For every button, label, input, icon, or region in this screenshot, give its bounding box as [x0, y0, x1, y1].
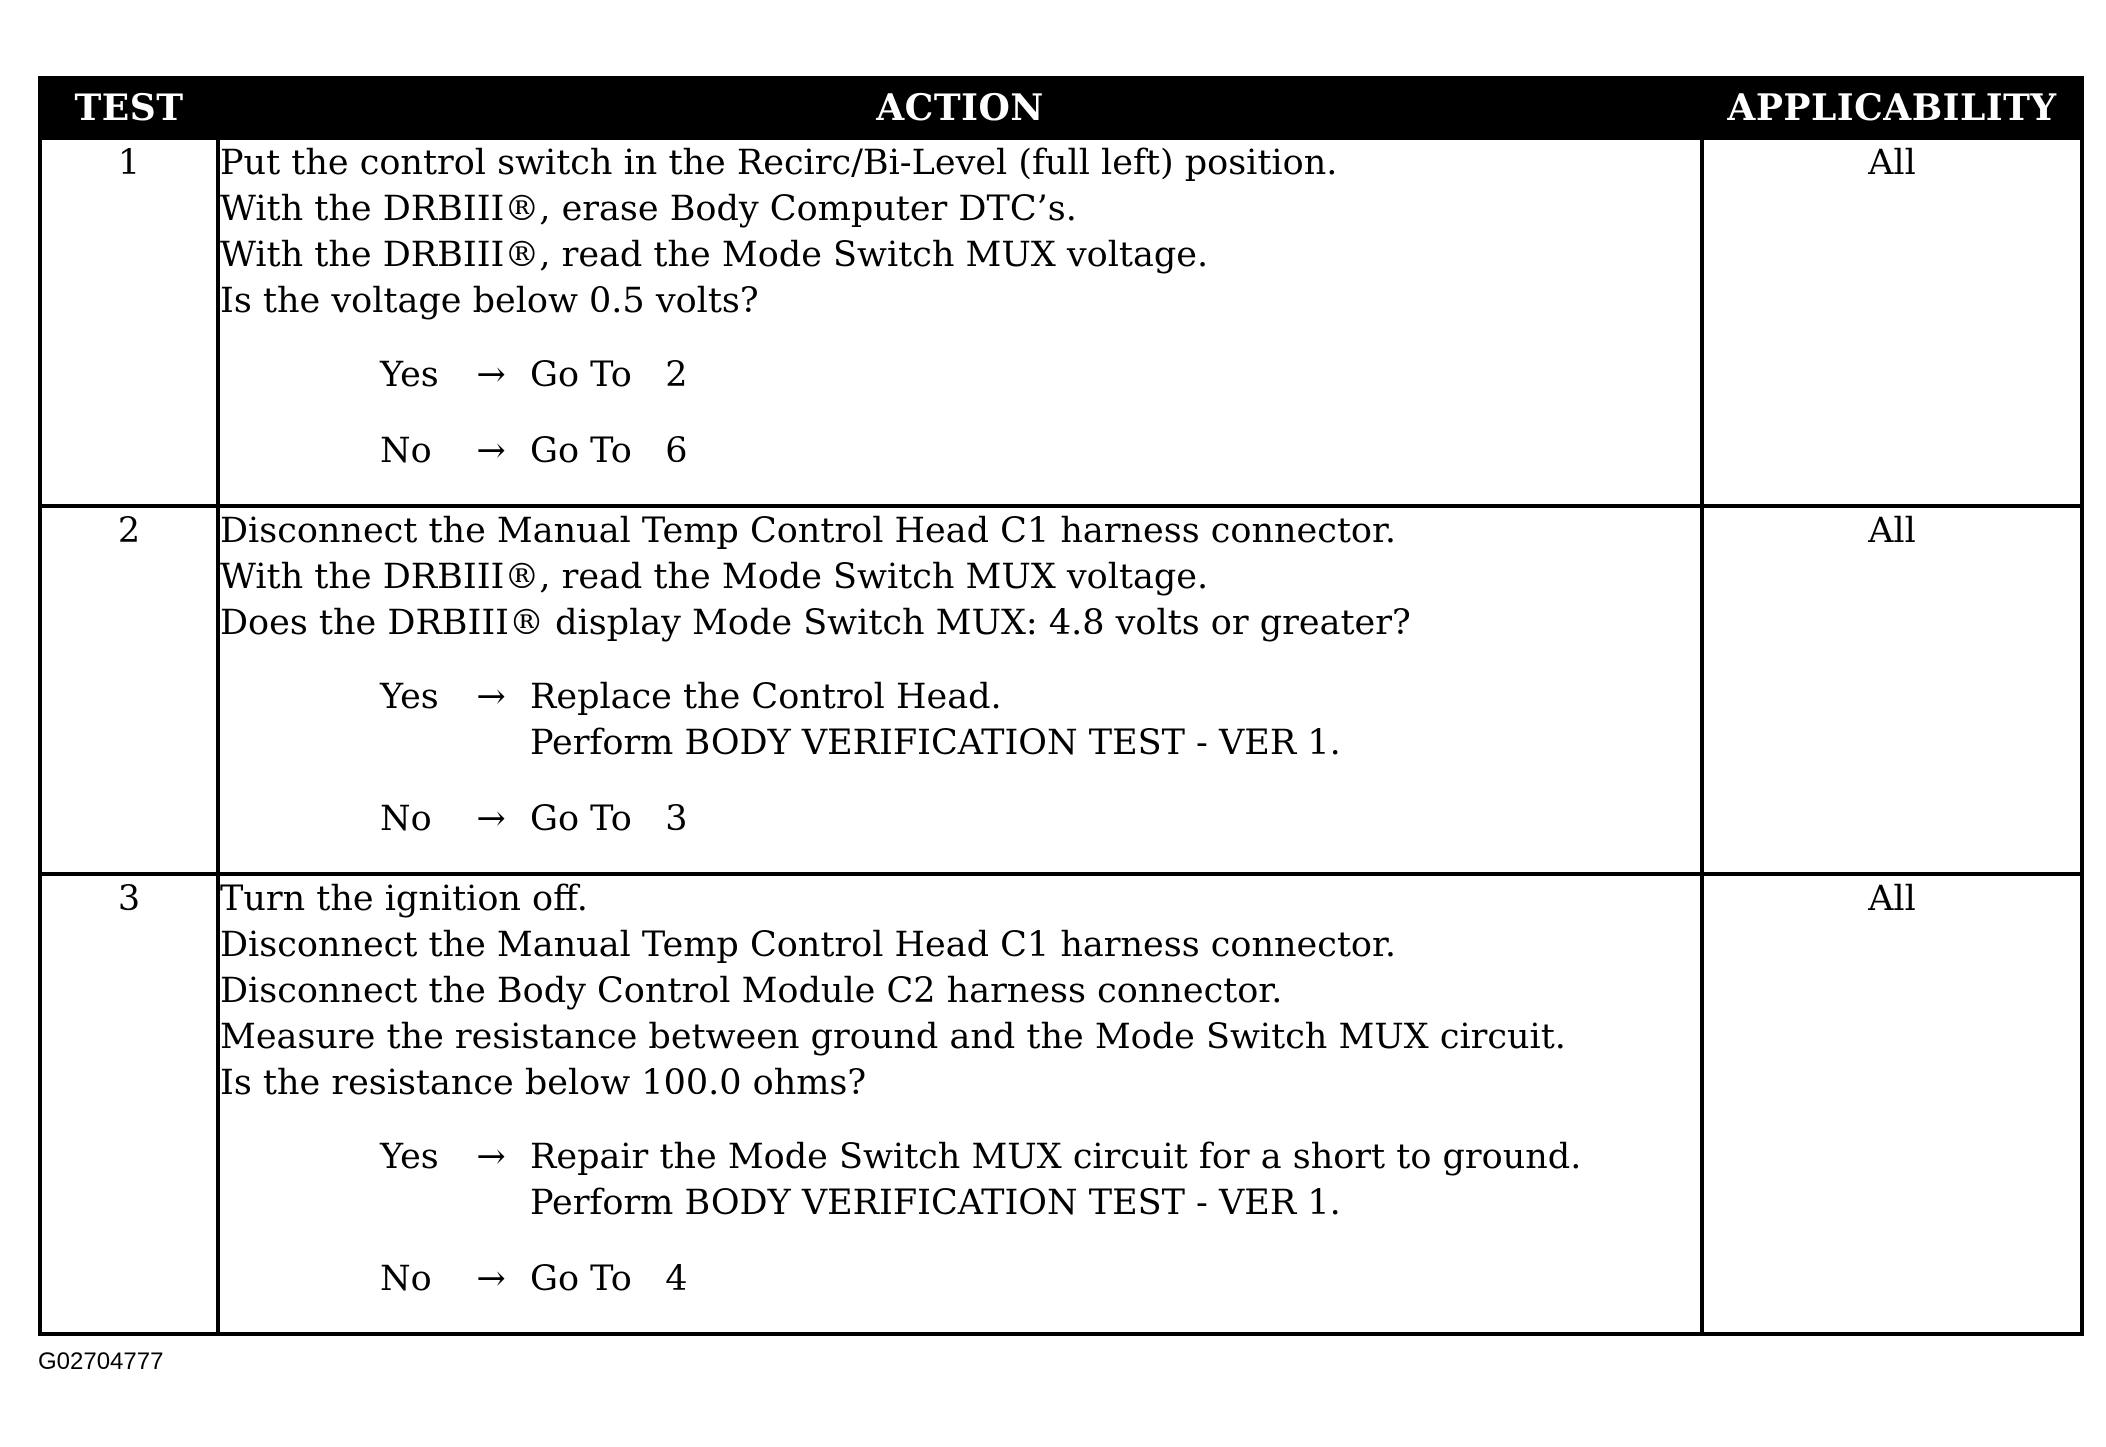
- applicability-value: All: [1702, 874, 2082, 1334]
- action-step: Put the control switch in the Recirc/Bi-Level (full left) position.: [220, 143, 1338, 183]
- figure-id: G02704777: [38, 1348, 164, 1375]
- header-test: TEST: [40, 78, 218, 138]
- test-number: 1: [40, 138, 218, 506]
- action-step: Does the DRBIII® display Mode Switch MUX: 4.8 volts or greater?: [220, 603, 1411, 643]
- no-outcome: [380, 428, 1700, 474]
- yes-outcome: [380, 352, 1700, 398]
- action-step: Disconnect the Manual Temp Control Head C1 harness connector.: [220, 925, 1397, 965]
- action-cell: [218, 874, 1702, 1334]
- right-arrow-icon: →: [476, 431, 506, 471]
- no-result: [530, 428, 688, 474]
- result-line: Repair the Mode Switch MUX circuit for a short to ground.: [530, 1137, 1582, 1177]
- test-number: 2: [40, 506, 218, 874]
- no-result: [530, 796, 688, 842]
- result-line: Perform BODY VERIFICATION TEST - VER 1.: [530, 723, 1341, 763]
- result-line: Replace the Control Head.: [530, 677, 1002, 717]
- right-arrow-icon: →: [476, 799, 506, 839]
- outcomes: [220, 352, 1700, 474]
- table-row: [40, 874, 2082, 1334]
- table-header-row: [40, 78, 2082, 138]
- test-number: 3: [40, 874, 218, 1334]
- result-line: Perform BODY VERIFICATION TEST - VER 1.: [530, 1183, 1341, 1223]
- yes-label: Yes: [380, 1137, 439, 1177]
- action-step: Disconnect the Manual Temp Control Head C1 harness connector.: [220, 511, 1397, 551]
- yes-outcome: [380, 674, 1700, 766]
- result-line: Go To 4: [530, 1259, 688, 1299]
- action-step: With the DRBIII®, erase Body Computer DTC’s.: [220, 189, 1077, 229]
- table-row: [40, 506, 2082, 874]
- action-step: Turn the ignition off.: [220, 879, 588, 919]
- no-label: No: [380, 1259, 432, 1299]
- header-applicability: APPLICABILITY: [1702, 78, 2082, 138]
- action-cell: [218, 138, 1702, 506]
- no-result: [530, 1256, 688, 1302]
- header-action: ACTION: [218, 78, 1702, 138]
- yes-label: Yes: [380, 677, 439, 717]
- action-step: With the DRBIII®, read the Mode Switch MUX voltage.: [220, 235, 1209, 275]
- outcomes: [220, 674, 1700, 842]
- no-outcome: [380, 1256, 1700, 1302]
- action-step: Is the resistance below 100.0 ohms?: [220, 1063, 867, 1103]
- action-step: Measure the resistance between ground and the Mode Switch MUX circuit.: [220, 1017, 1566, 1057]
- table-row: [40, 138, 2082, 506]
- yes-outcome: [380, 1134, 1700, 1226]
- right-arrow-icon: →: [476, 1259, 506, 1299]
- result-line: Go To 2: [530, 355, 688, 395]
- action-step: Is the voltage below 0.5 volts?: [220, 281, 759, 321]
- action-cell: [218, 506, 1702, 874]
- right-arrow-icon: →: [476, 1137, 506, 1177]
- right-arrow-icon: →: [476, 355, 506, 395]
- result-line: Go To 6: [530, 431, 688, 471]
- outcomes: [220, 1134, 1700, 1302]
- right-arrow-icon: →: [476, 677, 506, 717]
- yes-label: Yes: [380, 355, 439, 395]
- yes-result: [530, 1134, 1581, 1226]
- yes-result: [530, 352, 688, 398]
- applicability-value: All: [1702, 506, 2082, 874]
- yes-result: [530, 674, 1341, 766]
- diagnostic-test-table: [38, 76, 2084, 1336]
- action-step: Disconnect the Body Control Module C2 harness connector.: [220, 971, 1283, 1011]
- action-step: With the DRBIII®, read the Mode Switch MUX voltage.: [220, 557, 1209, 597]
- no-label: No: [380, 799, 432, 839]
- applicability-value: All: [1702, 138, 2082, 506]
- result-line: Go To 3: [530, 799, 688, 839]
- no-label: No: [380, 431, 432, 471]
- no-outcome: [380, 796, 1700, 842]
